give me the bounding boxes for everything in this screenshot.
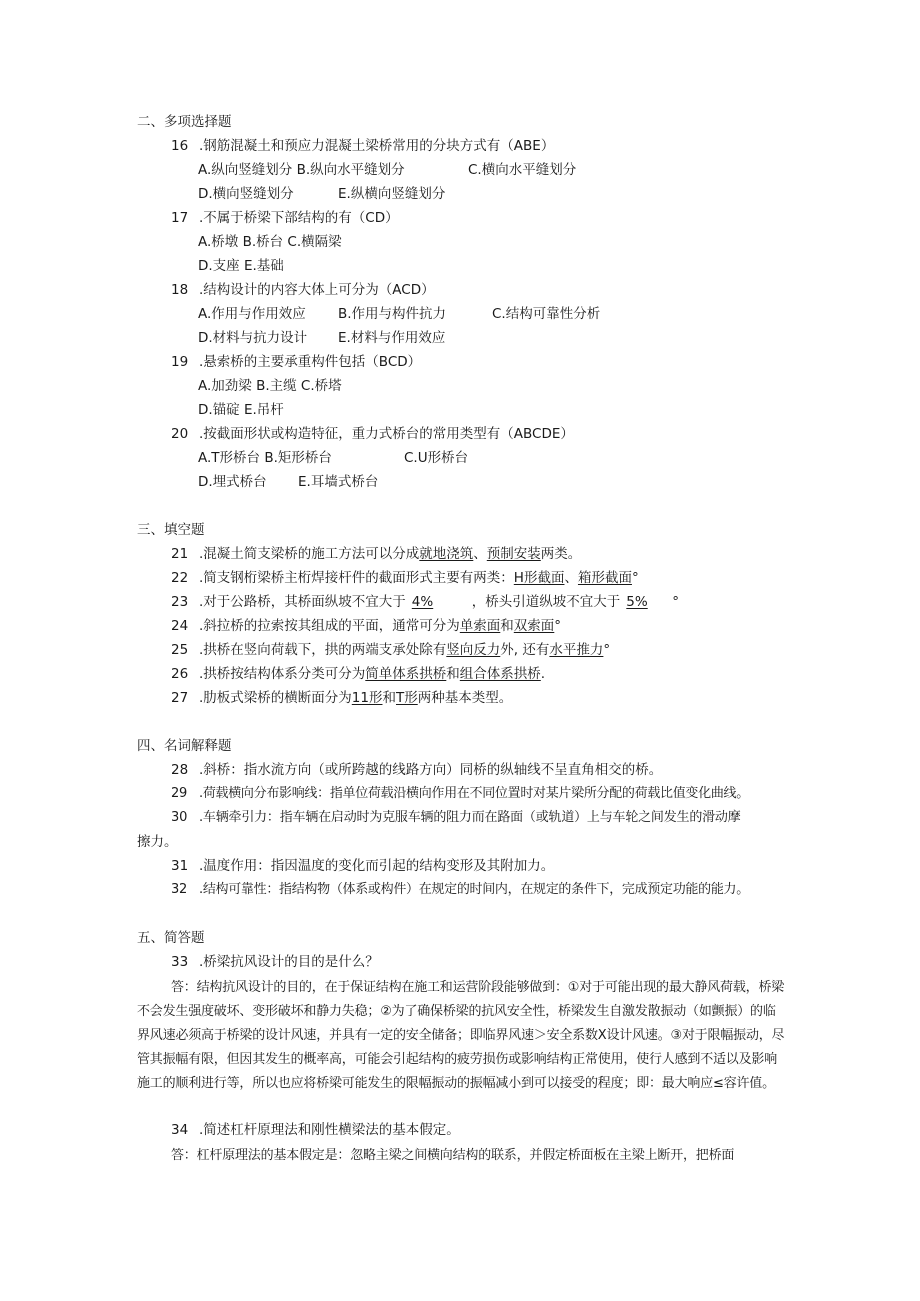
question-number: 29	[171, 786, 187, 801]
answer-blank: 4%	[411, 594, 434, 610]
answer-blank: H形截面	[513, 570, 565, 586]
question-text: .拱桥在竖向荷载下，拱的两端支承处除有	[199, 642, 447, 658]
question-text: 两类。	[540, 546, 582, 562]
question-text: .温度作用：指因温度的变化而引起的结构变形及其附加力。	[199, 858, 555, 874]
question-text: °	[603, 642, 611, 658]
answer-blank: 简单体系拱桥	[365, 666, 447, 682]
question-number: 20	[171, 426, 189, 442]
answer-blank: 单索面	[459, 618, 501, 634]
answer-blank: 箱形截面	[577, 570, 632, 586]
section-title-short-answer: 五、简答题	[137, 930, 205, 946]
question-33	[171, 952, 379, 972]
question-text: .对于公路桥，其桥面纵坡不宜大于	[199, 594, 406, 610]
question-text: °	[672, 594, 680, 610]
answer-34: 答：杠杆原理法的基本假定是：忽略主梁之间横向结构的联系，并假定桥面板在主梁上断开，把桥面	[171, 1148, 735, 1163]
answer-blank: 竖向反力	[446, 642, 501, 658]
question-31	[171, 856, 554, 876]
question-text: .结构设计的内容大体上可分为（ACD）	[199, 282, 435, 298]
question-text: °	[631, 570, 639, 586]
section-title-definitions: 四、名词解释题	[137, 738, 232, 754]
question-text: .荷载横向分布影响线：指单位荷载沿横向作用在不同位置时对某片梁所分配的荷载比值变化曲线。	[199, 786, 749, 801]
question-text: .	[540, 666, 546, 682]
section-title-fill-blank: 三、填空题	[137, 522, 205, 538]
question-25	[171, 640, 610, 660]
question-number: 17	[171, 210, 189, 226]
question-number: 18	[171, 282, 189, 298]
options-17-row2: D.支座 E.基础	[198, 258, 284, 274]
question-text: 、	[473, 546, 487, 562]
question-text: .不属于桥梁下部结构的有（CD）	[199, 210, 399, 226]
options-18-row2	[198, 328, 446, 348]
option-e: E.材料与作用效应	[338, 330, 446, 346]
question-number: 21	[171, 546, 189, 562]
answer-blank: 就地浇筑	[419, 546, 474, 562]
question-number: 27	[171, 690, 189, 706]
question-text: .结构可靠性：指结构物（体系或构件）在规定的时间内，在规定的条件下，完成预定功能的能力。	[199, 882, 749, 897]
question-17	[171, 208, 399, 228]
answer-blank: 组合体系拱桥	[459, 666, 541, 682]
question-number: 34	[171, 1122, 189, 1138]
question-21	[171, 544, 581, 564]
question-text: .悬索桥的主要承重构件包括（BCD）	[199, 354, 422, 370]
question-29	[171, 784, 749, 804]
question-text: .斜拉桥的拉索按其组成的平面，通常可分为	[199, 618, 460, 634]
option-e: E.耳墙式桥台	[298, 474, 379, 490]
question-text: 和	[446, 666, 460, 682]
section-title-multiple-choice: 二、多项选择题	[137, 114, 232, 130]
option-c: C.U形桥台	[404, 450, 469, 466]
option-d: D.横向竖缝划分	[198, 186, 294, 202]
answer-blank: 水平推力	[549, 642, 604, 658]
question-text: .钢筋混凝土和预应力混凝土梁桥常用的分块方式有（ABE）	[199, 138, 555, 154]
question-number: 28	[171, 762, 189, 778]
question-16	[171, 136, 554, 156]
options-19-row2: D.锚碇 E.吊杆	[198, 402, 284, 418]
question-text: .肋板式梁桥的横断面分为	[199, 690, 352, 706]
question-text: 外, 还有	[500, 642, 550, 658]
question-text: 和	[382, 690, 396, 706]
question-text: .车辆牵引力：指车辆在启动时为克服车辆的阻力而在路面（或轨道）上与车轮之间发生的滑动摩	[199, 810, 741, 825]
question-text: .拱桥按结构体系分类可分为	[199, 666, 366, 682]
question-number: 25	[171, 642, 189, 658]
question-20	[171, 424, 574, 444]
answer-blank: 5%	[626, 594, 648, 610]
question-text: °	[554, 618, 562, 634]
option-e: E.纵横向竖缝划分	[338, 186, 446, 202]
question-number: 22	[171, 570, 189, 586]
question-text: .按截面形状或构造特征，重力式桥台的常用类型有（ABCDE）	[199, 426, 574, 442]
question-text: 两种基本类型。	[417, 690, 513, 706]
question-30-continuation: 擦力。	[137, 834, 178, 850]
question-number: 33	[171, 954, 189, 970]
question-26	[171, 664, 545, 684]
question-32	[171, 880, 749, 900]
question-number: 23	[171, 594, 189, 610]
question-27	[171, 688, 512, 708]
options-16-row1	[198, 160, 577, 180]
option-a: A.作用与作用效应	[198, 306, 306, 322]
question-number: 26	[171, 666, 189, 682]
question-23	[171, 592, 679, 612]
answer-blank: 预制安装	[486, 546, 541, 562]
option-ab: A.纵向竖缝划分 B.纵向水平缝划分	[198, 162, 405, 178]
question-number: 19	[171, 354, 189, 370]
question-number: 30	[171, 810, 188, 825]
answer-blank: 11形	[351, 690, 383, 706]
options-18-row1	[198, 304, 601, 324]
options-16-row2	[198, 184, 446, 204]
question-19	[171, 352, 421, 372]
question-18	[171, 280, 435, 300]
answer-blank: T形	[395, 690, 418, 706]
option-ab: A.T形桥台 B.矩形桥台	[198, 450, 332, 466]
question-number: 31	[171, 858, 189, 874]
question-text: 、	[564, 570, 578, 586]
question-number: 16	[171, 138, 189, 154]
question-number: 32	[171, 882, 187, 897]
options-20-row1	[198, 448, 469, 468]
answer-blank: 双索面	[513, 618, 555, 634]
question-text: ，桥头引道纵坡不宜大于	[471, 594, 621, 610]
question-24	[171, 616, 561, 636]
answer-33: 答：结构抗风设计的目的，在于保证结构在施工和运营阶段能够做到：①对于可能出现的最大静风荷载，桥梁不会发生强度破坏、变形破坏和静力失稳；②为了确保桥梁的抗风安全性，桥梁发生自激发散振动（如颤振）的临界风速必须高于桥梁的设计风速，并具有一定的安全储备；即临界风速＞安全系数X设计风速。③对于限幅振动，尽管其振幅有限，但因其发生的概率高，可能会引起结构的疲劳损伤或影响结构正常使用，使行人感到不适以及影响施工的顺利进行等，所以也应将桥梁可能发生的限幅振动的振幅减小到可以接受的程度；即：最大响应≤容许值。	[137, 980, 785, 1091]
options-17-row1: A.桥墩 B.桥台 C.横隔梁	[198, 234, 342, 250]
option-d: D.埋式桥台	[198, 474, 267, 490]
question-text: 和	[500, 618, 514, 634]
question-text: .混凝土简支梁桥的施工方法可以分成	[199, 546, 420, 562]
question-text: .桥梁抗风设计的目的是什么？	[199, 954, 379, 970]
option-c: C.结构可靠性分析	[492, 306, 601, 322]
question-34	[171, 1120, 460, 1140]
options-20-row2	[198, 472, 379, 492]
question-28	[171, 760, 662, 780]
question-text: .斜桥：指水流方向（或所跨越的线路方向）同桥的纵轴线不呈直角相交的桥。	[199, 762, 663, 778]
option-b: B.作用与构件抗力	[338, 306, 447, 322]
option-c: C.横向水平缝划分	[468, 162, 577, 178]
question-30	[171, 808, 741, 828]
option-d: D.材料与抗力设计	[198, 330, 308, 346]
question-text: .简述杠杆原理法和刚性横梁法的基本假定。	[199, 1122, 460, 1138]
question-number: 24	[171, 618, 189, 634]
question-text: .简支钢桁梁桥主桁焊接杆件的截面形式主要有两类：	[199, 570, 514, 586]
options-19-row1: A.加劲梁 B.主缆 C.桥塔	[198, 378, 342, 394]
question-22	[171, 568, 639, 588]
